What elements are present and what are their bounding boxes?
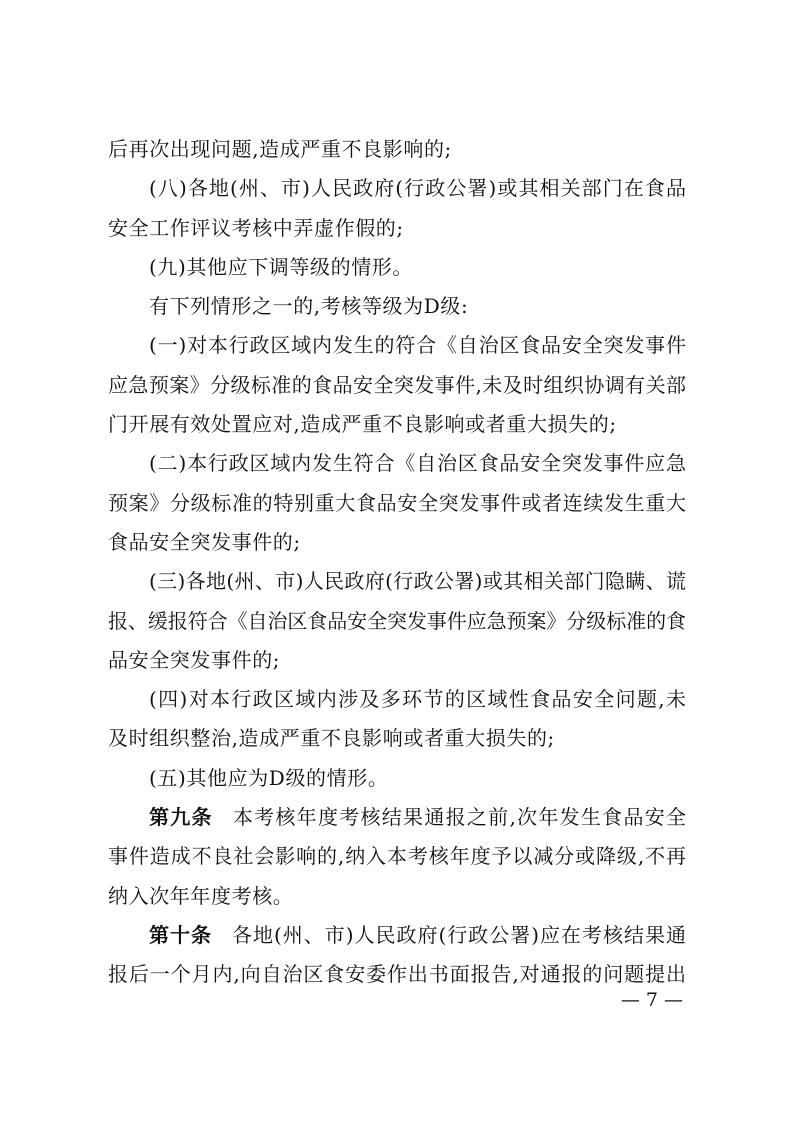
line-text: 有下列情形之一的,考核等级为D级:	[149, 294, 469, 319]
line-text: 门开展有效处置应对,造成严重不良影响或者重大损失的;	[108, 412, 617, 437]
paragraph	[108, 798, 686, 916]
text-line	[108, 837, 686, 876]
paragraph	[108, 287, 686, 326]
body-text	[108, 130, 686, 995]
line-text: (一)对本行政区域内发生的符合《自治区食品安全突发事件	[149, 333, 687, 358]
paragraph	[108, 916, 686, 995]
text-line	[108, 169, 686, 208]
line-text: (八)各地(州、市)人民政府(行政公署)或其相关部门在食品	[149, 176, 688, 201]
text-line	[108, 366, 686, 405]
line-text: 事件造成不良社会影响的,纳入本考核年度予以减分或降级,不再	[108, 844, 687, 869]
line-text: (三)各地(州、市)人民政府(行政公署)或其相关部门隐瞒、谎	[149, 569, 687, 594]
text-line	[108, 209, 686, 248]
line-content	[149, 798, 687, 837]
text-line	[108, 248, 686, 287]
line-text: (五)其他应为D级的情形。	[149, 765, 389, 790]
line-text: (九)其他应下调等级的情形。	[149, 254, 414, 279]
paragraph	[108, 326, 686, 444]
line-text: 本考核年度考核结果通报之前,次年发生食品安全	[232, 805, 688, 830]
line-text: 食品安全突发事件的;	[108, 529, 301, 554]
line-text: 后再次出现问题,造成严重不良影响的;	[108, 137, 452, 161]
line-text: 各地(州、市)人民政府(行政公署)应在考核结果通	[231, 922, 687, 947]
line-text: 纳入次年年度考核。	[108, 883, 294, 908]
line-text: 应急预案》分级标准的食品安全突发事件,未及时组织协调有关部	[108, 372, 687, 397]
text-line	[108, 916, 686, 955]
text-line	[108, 130, 686, 169]
text-line	[108, 759, 686, 798]
line-text: (二)本行政区域内发生符合《自治区食品安全突发事件应急	[149, 451, 687, 476]
text-line	[108, 641, 686, 680]
line-text: 安全工作评议考核中弄虚作假的;	[108, 215, 404, 240]
line-text: 报、缓报符合《自治区食品安全突发事件应急预案》分级标准的食	[108, 608, 686, 633]
text-line	[108, 484, 686, 523]
page-number: — 7 —	[620, 989, 683, 1011]
text-line	[108, 562, 686, 601]
text-line	[108, 877, 686, 916]
line-text: (四)对本行政区域内涉及多环节的区域性食品安全问题,未	[149, 687, 688, 712]
text-line	[108, 798, 686, 837]
line-text: 及时组织整治,造成严重不良影响或者重大损失的;	[108, 726, 555, 751]
text-line	[108, 405, 686, 444]
text-line	[108, 287, 686, 326]
text-line	[108, 444, 686, 483]
paragraph	[108, 248, 686, 287]
line-text: 报后一个月内,向自治区食安委作出书面报告,对通报的问题提出	[108, 962, 687, 987]
text-line	[108, 326, 686, 365]
paragraph	[108, 562, 686, 680]
paragraph	[108, 680, 686, 759]
paragraph	[108, 169, 686, 248]
paragraph	[108, 759, 686, 798]
text-line	[108, 680, 686, 719]
line-content	[149, 916, 687, 955]
paragraph	[108, 130, 686, 169]
text-line	[108, 523, 686, 562]
article-heading: 第九条	[149, 805, 213, 830]
line-text: 预案》分级标准的特别重大食品安全突发事件或者连续发生重大	[108, 490, 687, 515]
line-text: 品安全突发事件的;	[108, 647, 281, 672]
text-line	[108, 719, 686, 758]
text-line	[108, 602, 686, 641]
article-heading: 第十条	[149, 922, 212, 947]
paragraph	[108, 444, 686, 562]
text-line	[108, 955, 686, 994]
